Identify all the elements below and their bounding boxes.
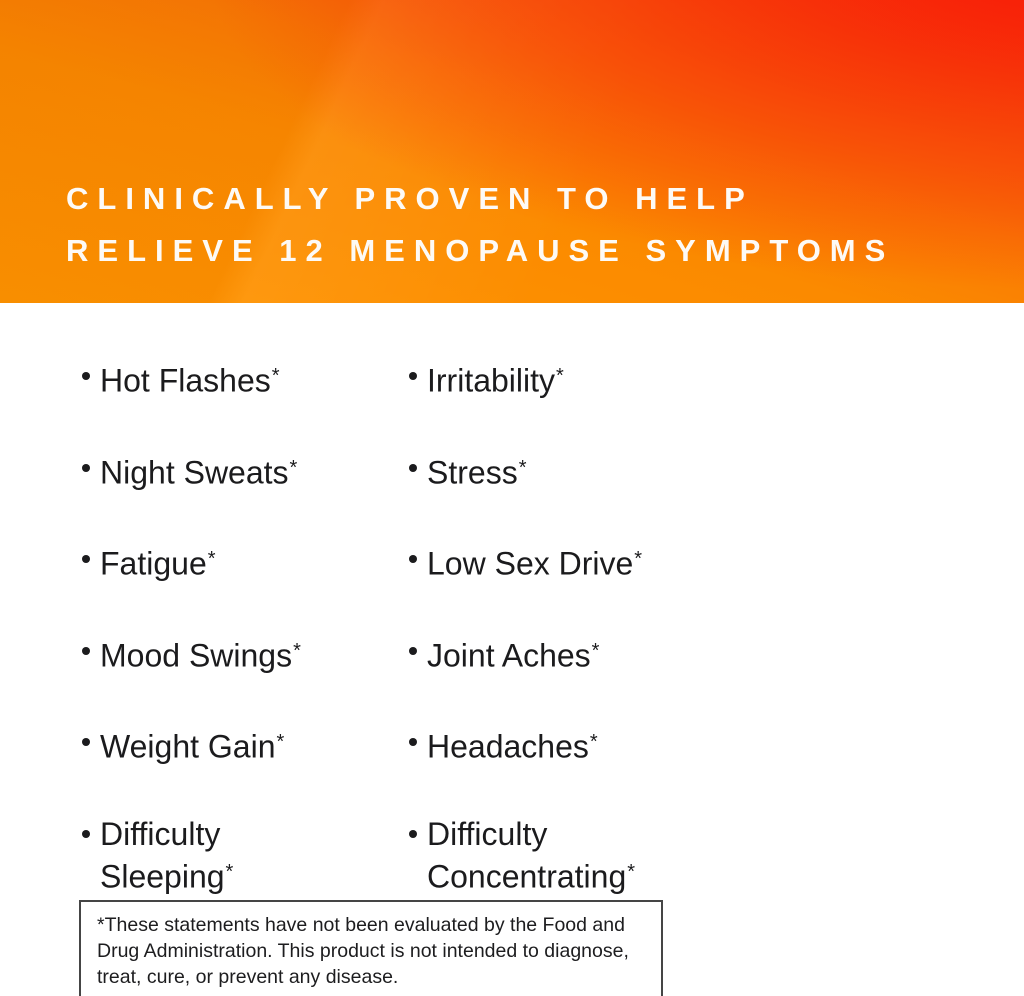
symptom-label: Difficulty Concentrating*: [427, 815, 636, 895]
bullet-dot: [82, 830, 90, 838]
symptom-label: Fatigue*: [100, 545, 216, 582]
symptom-column-left: [82, 357, 301, 945]
asterisk-footnote-marker: *: [293, 639, 301, 662]
symptom-list-item: [409, 815, 642, 896]
symptom-list-item: [409, 540, 642, 583]
headline-line2: RELIEVE 12 MENOPAUSE SYMPTOMS: [66, 233, 895, 268]
symptom-label: Night Sweats*: [100, 454, 298, 491]
disclaimer-line: *These statements have not been evaluated by the Food and: [97, 914, 625, 936]
bullet-dot: [82, 738, 90, 746]
bullet-dot: [409, 647, 417, 655]
symptom-label: Stress*: [427, 454, 527, 491]
asterisk-footnote-marker: *: [591, 639, 600, 662]
bullet-dot: [409, 738, 417, 746]
bullet-dot: [409, 555, 417, 563]
asterisk-footnote-marker: *: [276, 731, 285, 754]
symptom-label: Mood Swings*: [100, 637, 301, 674]
asterisk-footnote-marker: *: [271, 365, 280, 387]
bullet-dot: [409, 464, 417, 472]
symptom-label: Weight Gain*: [100, 728, 285, 765]
symptom-list-item: [409, 723, 642, 766]
asterisk-footnote-marker: *: [556, 365, 564, 387]
symptom-list-item: [82, 540, 301, 583]
symptom-label: Difficulty Sleeping*: [100, 815, 234, 895]
asterisk-footnote-marker: *: [627, 860, 636, 883]
bullet-dot: [409, 830, 417, 838]
symptom-list-item: [82, 815, 301, 896]
symptom-list-item: [409, 357, 642, 400]
asterisk-footnote-marker: *: [634, 548, 643, 571]
symptom-list-item: [82, 449, 301, 492]
disclaimer-line: Drug Administration. This product is not intended to diagnose,: [97, 940, 629, 962]
asterisk-footnote-marker: *: [518, 456, 527, 479]
asterisk-footnote-marker: *: [289, 456, 298, 479]
fda-disclaimer-box: [79, 900, 663, 996]
symptom-label: Irritability*: [427, 362, 564, 399]
bullet-dot: [82, 372, 90, 380]
disclaimer-line: treat, cure, or prevent any disease.: [97, 966, 399, 988]
symptom-list-item: [82, 723, 301, 766]
gradient-banner: [0, 0, 1024, 303]
symptom-label: Low Sex Drive*: [427, 545, 643, 582]
asterisk-footnote-marker: *: [589, 731, 598, 754]
symptom-list-item: [409, 632, 642, 675]
symptom-column-right: [409, 357, 642, 945]
symptom-label: Joint Aches*: [427, 637, 600, 674]
symptom-list-item: [409, 449, 642, 492]
asterisk-footnote-marker: *: [207, 548, 216, 571]
symptom-list-item: [82, 357, 301, 400]
symptom-label: Hot Flashes*: [100, 362, 280, 399]
bullet-dot: [82, 555, 90, 563]
bullet-dot: [409, 372, 417, 380]
bullet-dot: [82, 647, 90, 655]
headline-line1: CLINICALLY PROVEN TO HELP: [66, 181, 754, 216]
asterisk-footnote-marker: *: [225, 860, 234, 883]
symptom-list-item: [82, 632, 301, 675]
symptom-label: Headaches*: [427, 728, 598, 765]
bullet-dot: [82, 464, 90, 472]
banner-headline: [66, 173, 894, 277]
